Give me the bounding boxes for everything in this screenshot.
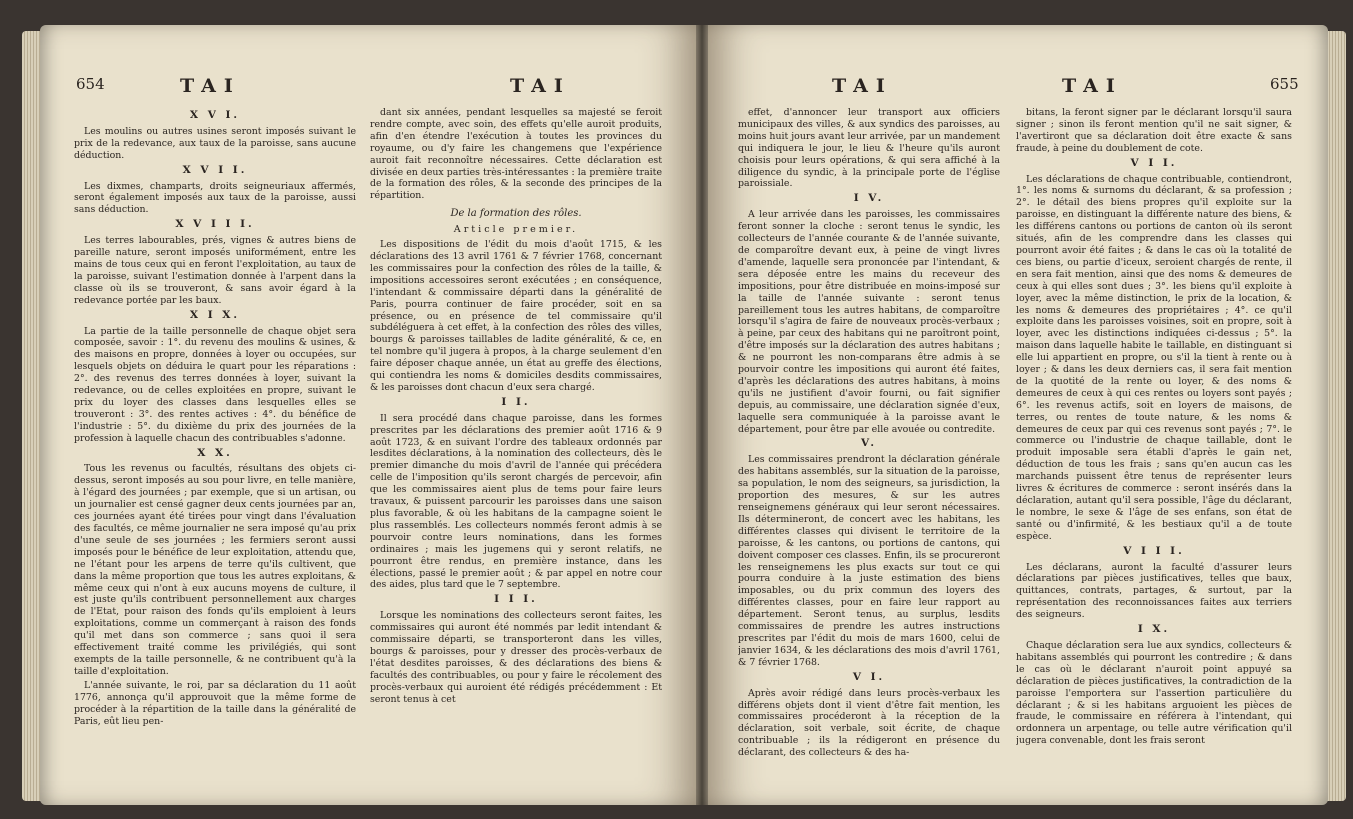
paragraph: L'année suivante, le roi, par sa déclaration du 11 août 1776, annonça qu'il approuvoit que la même forme de procéder à la répartition de la taille dans la généralité de Paris, eût lieu pen-: [74, 679, 356, 727]
subsection-heading: De la formation des rôles.: [450, 208, 582, 220]
paragraph: bitans, la feront signer par le déclarant lorsqu'il saura signer ; sinon ils feront mention qu'il ne sait signer, & l'avertiront que sa déclaration doit être exacte & sans fraude, à peine du doublement de cote.: [1016, 107, 1292, 154]
section-heading: X V I I I.: [175, 218, 255, 231]
paragraph: A leur arrivée dans les paroisses, les commissaires feront sonner la cloche : seront tenus le syndic, les collecteurs de l'année courante & de l'année suivante, de comparoître devant eux, à peine de vingt livres d'amende, laquelle sera prononcée par l'intendant, & sera déposée entre les mains du receveur des impositions, pour être distribuée en moins-imposé sur la taille de l'année suivante : seront tenus pareillement tous les autres habitans, de comparoître lorsqu'il s'agira de faire de nouveaux procès-verbaux ; à peine, par ceux des habitans qui ne paroîtront point, d'être imposés sur la déclaration des autres habitans ; & ne pourront les non-comparans être admis à se pourvoir contre les impositions qui auront été faites, d'après les déclarations des autres habitans, à moins qu'ils ne justifient d'avoir fourni, ou fait signifier depuis, au commissaire, une déclaration signée d'eux, laquelle sera communiquée à la paroisse avant le département, pour être par elle avouée ou contredite.: [738, 209, 1000, 435]
paragraph: effet, d'annoncer leur transport aux officiers municipaux des villes, & aux syndics des paroisses, au moins huit jours avant leur arrivée, par un mandement qui indiquera le jour, le lieu & l'heure qu'ils auront choisis pour leurs opérations, & qui sera affiché à la diligence du syndic, à la principale porte de l'église paroissiale.: [738, 107, 1000, 190]
running-head-left-col: TAI: [180, 75, 241, 97]
article-heading: Article premier.: [453, 224, 579, 236]
open-book: [40, 25, 1328, 805]
section-heading: V I I.: [1130, 156, 1178, 169]
right-page-column-2: [1016, 107, 1292, 797]
left-page-column-2: [370, 107, 662, 797]
section-heading: V.: [861, 437, 877, 450]
paragraph: Après avoir rédigé dans leurs procès-verbaux les différens objets dont il vient d'être fait mention, les commissaires procéderont à la réception de la déclaration, soit verbale, soit écrite, de chaque contribuable ; ils la rédigeront en présence du déclarant, des collecteurs & des ha-: [738, 687, 1000, 759]
right-page: [702, 25, 1328, 805]
running-head-left-col: TAI: [832, 75, 893, 97]
paragraph: Les commissaires prendront la déclaration générale des habitans assemblés, sur la situation de la paroisse, sa population, le nom des seigneurs, sa jurisdiction, la proportion des mesures, & sur les autres renseignemens généraux qui leur seront nécessaires. Ils détermineront, de concert avec les habitans, les différentes classes qui divisent le territoire de la paroisse, & les cantons, ou portions de cantons, qui doivent composer ces classes. Enfin, ils se procureront les renseignemens les plus exacts sur tout ce qui pourra conduire à la juste estimation des biens imposables, ou du prix commun des loyers des différentes classes, pour en faire leur rapport au département. Seront tenus, au surplus, lesdits commissaires de prendre les autres instructions prescrites par l'édit du mois de mars 1600, celui de janvier 1634, & les déclarations des mois d'avril 1761, & 7 février 1768.: [738, 454, 1000, 668]
paragraph: Les moulins ou autres usines seront imposés suivant le prix de la redevance, aux taux de la paroisse, sans aucune déduction.: [74, 125, 356, 161]
page-number-right: 655: [1270, 75, 1299, 93]
paragraph: Les dixmes, champarts, droits seigneuriaux affermés, seront également imposés aux taux de la paroisse, aussi sans déduction.: [74, 180, 356, 216]
paragraph: Les terres labourables, prés, vignes & autres biens de pareille nature, seront imposés uniformément, entre les mains de tous ceux qui en feront l'exploitation, au taux de la paroisse, suivant l'estimation donnée à l'arpent dans la classe où ils se trouveront, & sans avoir égard à la redevance portée par les baux.: [74, 235, 356, 306]
paragraph: La partie de la taille personnelle de chaque objet sera composée, savoir : 1°. du revenu des moulins & usines, & des maisons en propre, données à loyer ou occupées, sur lesquels objets on déduira le quart pour les réparations : 2°. des revenus des terres données à loyer, suivant la redevance, ou de celles exploitées en propre, suivant le prix du loyer des classes dans lesquelles elles se trouveront : 3°. des rentes actives : 4°. du bénéfice de l'industrie : 5°. du dixième du prix des journées de la profession à laquelle chacun des contribuables s'adonne.: [74, 325, 356, 444]
section-heading: X I X.: [189, 308, 241, 321]
paragraph: Les déclarations de chaque contribuable, contiendront, 1°. les noms & surnoms du déclarant, & sa profession ; 2°. le détail des biens propres qu'il exploite sur la paroisse, en distinguant la différente nature des biens, & les différens cantons ou portions de canton où ils seront situés, afin de les comprendre dans les classes qui pourront avoir été faites ; & dans le cas où la totalité de ces biens, ou partie d'iceux, seroient chargés de rente, il en sera fait mention, ainsi que des noms & demeures de ceux à qui elles sont dues ; 3°. les biens qu'il exploite à loyer, avec la même distinction, le prix de la location, & les noms & demeures des propriétaires ; 4°. ce qu'il exploite dans les paroisses voisines, soit en propre, soit à loyer, avec les distinctions indiquées ci-dessus ; 5°. la maison dans laquelle habite le taillable, en distinguant si elle lui appartient en propre, ou s'il la tient à rente ou à loyer ; & dans les deux derniers cas, il sera fait mention de la quotité de la rente ou loyer, & des noms & demeures de ceux à qui ces rentes ou loyers sont payés ; 6°. les revenus actifs, soit en loyers de maisons, de terres, ou rentes de toute nature, & les noms & demeures de ceux par qui ces revenus sont payés ; 7°. le commerce ou l'industrie de chaque taillable, dont le produit imposable sera établi d'après le gain net, déduction de tous les frais ; sans qu'en aucun cas les marchands puissent être tenus de représenter leurs livres & écritures de commerce : seront insérés dans la déclaration, autant qu'il sera possible, l'âge du déclarant, le nombre, le sexe & l'âge de ses enfans, son état de santé ou d'infirmité, & les bestiaux qu'il a de toute espèce.: [1016, 173, 1292, 542]
paragraph: Chaque déclaration sera lue aux syndics, collecteurs & habitans assemblés qui pourront les contredire ; & dans le cas où le déclarant n'auroit point appuyé sa déclaration de pièces justificatives, la contradiction de la paroisse l'emportera sur l'assertion particulière du déclarant ; & si les habitans arguoient les pièces de fraude, le commissaire en référera à l'intendant, qui ordonnera un arpentage, ou telle autre vérification qu'il jugera convenable, dont les frais seront: [1016, 639, 1292, 747]
paragraph: Il sera procédé dans chaque paroisse, dans les formes prescrites par les déclarations des premier août 1716 & 9 août 1723, & en suivant l'ordre des tableaux ordonnés par lesdites déclarations, à la nomination des collecteurs, dès le premier dimanche du mois d'avril de l'année qui précédera celle de l'imposition qu'ils seront chargés de percevoir, afin que les commissaires aient plus de tems pour faire leurs travaux, & puissent parcourir les paroisses dans une saison plus favorable, & où les habitans de la campagne soient le plus rassemblés. Les collecteurs nommés feront admis à se pourvoir contre leurs nominations, dans les formes ordinaires ; mais les jugemens qui y seront relatifs, ne pourront être rendus, en première instance, dans les élections, passé le premier août ; & par appel en notre cour des aides, plus tard que le 7 septembre.: [370, 412, 662, 591]
paragraph: Lorsque les nominations des collecteurs seront faites, les commissaires qui auront été nommés par ledit intendant & commissaire départi, se transporteront dans les villes, bourgs & paroisses, pour y dresser des procès-verbaux de l'état desdites paroisses, & des déclarations des biens & facultés des contribuables, ou pour y faire le récolement des procès-verbaux qui auroient été rédigés précédemment : Et seront tenus à cet: [370, 610, 662, 705]
book-gutter: [696, 25, 708, 805]
page-number-left: 654: [76, 75, 105, 93]
section-heading: X V I.: [189, 109, 241, 121]
section-heading: I V.: [853, 192, 885, 205]
section-heading: I I I.: [494, 593, 538, 606]
paragraph: dant six années, pendant lesquelles sa majesté se feroit rendre compte, avec soin, des effets qu'elle auroit produits, afin d'en étendre l'exécution à toutes les provinces du royaume, ou d'y faire les changemens que l'expérience auroit fait reconnoître nécessaires. Cette déclaration est divisée en deux parties très-intéressantes : la première traite de la formation des rôles, & la seconde des principes de la répartition.: [370, 107, 662, 202]
section-heading: V I.: [852, 670, 886, 683]
right-page-column-1: [738, 107, 1000, 797]
section-heading: X V I I.: [182, 163, 248, 176]
left-page-column-1: [74, 107, 356, 797]
left-page: [40, 25, 702, 805]
section-heading: V I I I.: [1123, 544, 1185, 557]
section-heading: X X.: [197, 446, 233, 459]
running-head-right-col: TAI: [1062, 75, 1123, 97]
section-heading: I I.: [501, 395, 531, 408]
paragraph: Les déclarans, auront la faculté d'assurer leurs déclarations par pièces justificatives, telles que baux, quittances, contrats, partages, & surtout, par la représentation des reconnoissances faites aux terriers des seigneurs.: [1016, 561, 1292, 621]
running-head-right-col: TAI: [510, 75, 571, 97]
paragraph: Tous les revenus ou facultés, résultans des objets ci-dessus, seront imposés au sou pour livre, en telle manière, à l'égard des journées ; par exemple, que si un artisan, ou un journalier est censé gagner deux cents journées par an, ces journées ayant été tirées pour vingt dans l'évaluation des facultés, ce même journalier ne sera imposé qu'au prix d'une seule de ses journées ; les fermiers seront aussi imposés pour le bénéfice de leur exploitation, attendu que, ne l'étant pour les arpens de terre qu'ils cultivent, que dans la même proportion que tous les autres exploitans, & même ceux qui n'ont à eux aucuns moyens de culture, il est juste qu'ils contribuent personnellement aux charges de l'Etat, pour raison des fonds qu'ils emploient à leurs exploitations, comme un commerçant à raison des fonds qu'il met dans son commerce ; sans quoi il sera effectivement traité comme les privilégiés, qui sont exempts de la taille personnelle, & ne contribuent qu'à la taille d'exploitation.: [74, 463, 356, 677]
section-heading: I X.: [1137, 623, 1171, 636]
paragraph: Les dispositions de l'édit du mois d'août 1715, & les déclarations des 13 avril 1761 & 7 février 1768, concernant les commissaires pour la confection des rôles de la taille, & impositions accessoires seront exécutées ; en conséquence, l'intendant & commissaire départi dans la généralité de Paris, pourra continuer de faire procéder, soit en sa présence, ou en présence de tel commissaire qu'il subdéléguera à cet effet, à la confection des rôles des villes, bourgs & paroisses taillables de ladite généralité, & ce, en tel nombre qu'il jugera à propos, à la charge seulement d'en faire déposer chaque année, un état au greffe des élections, qui contiendra les noms & domiciles desdits commissaires, & les paroisses dont chacun d'eux sera chargé.: [370, 239, 662, 393]
